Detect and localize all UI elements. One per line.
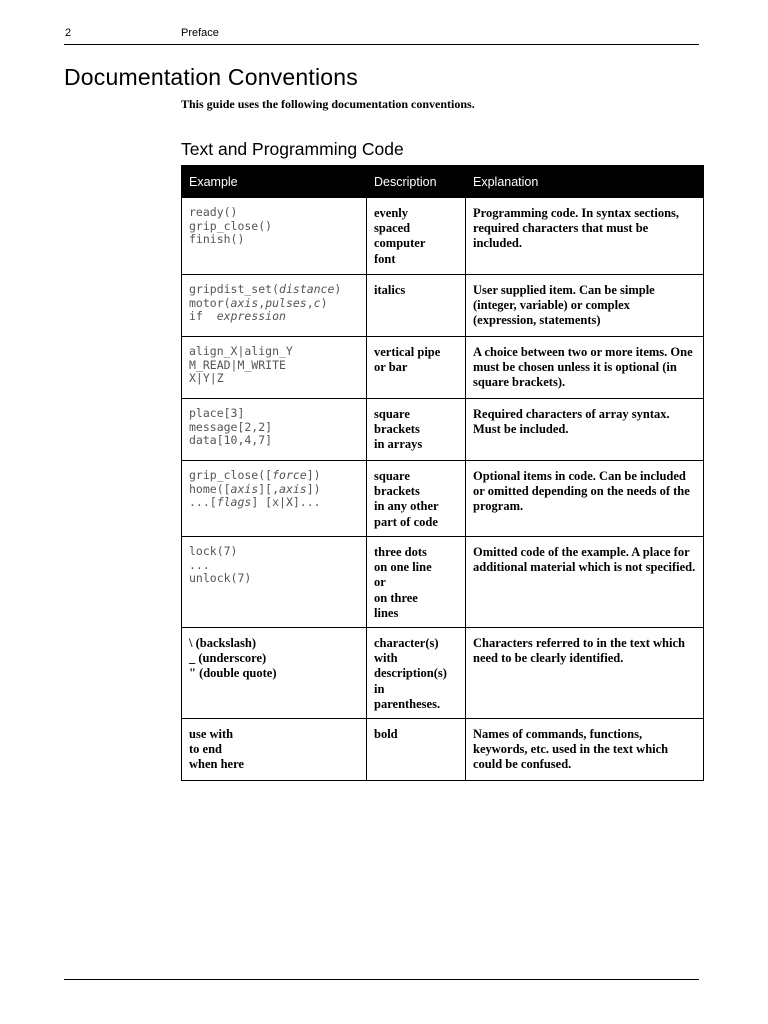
description-line: or: [374, 575, 386, 590]
example-cell: [182, 628, 367, 719]
description-line: square: [374, 469, 410, 483]
table-row: [182, 337, 704, 399]
section-subtitle: Text and Programming Code: [181, 139, 404, 159]
table-row: [182, 628, 704, 719]
intro-text: This guide uses the following documentation conventions.: [181, 97, 475, 111]
explanation-cell: Omitted code of the example. A place for additional material which is not specified.: [466, 537, 704, 628]
example-line: when here: [189, 757, 244, 772]
column-header-description: Description: [367, 166, 466, 198]
description-line: square: [374, 407, 410, 421]
example-line: " (double quote): [189, 666, 277, 681]
description-cell: [367, 537, 466, 628]
description-line: italics: [374, 283, 406, 297]
description-cell: [367, 461, 466, 537]
example-cell: [182, 275, 367, 337]
description-line: in any other: [374, 499, 439, 514]
description-line: computer: [374, 236, 426, 251]
explanation-cell: User supplied item. Can be simple (integer, variable) or complex (expression, statements): [466, 275, 704, 337]
explanation-cell: Characters referred to in the text which need to be clearly identified.: [466, 628, 704, 719]
footer-rule: [64, 979, 699, 980]
description-line: three dots: [374, 545, 427, 559]
example-line: ...: [189, 557, 210, 572]
description-line: on one line: [374, 560, 432, 575]
page-header: [64, 27, 699, 45]
table-header-row: [182, 166, 704, 198]
description-cell: [367, 275, 466, 337]
example-cell: [182, 537, 367, 628]
description-cell: [367, 719, 466, 781]
example-line: if expression: [189, 309, 286, 324]
description-line: font: [374, 251, 396, 266]
explanation-cell: Names of commands, functions, keywords, etc. used in the text which could be confused.: [466, 719, 704, 781]
example-line: grip_close([force]): [189, 468, 321, 482]
example-cell: [182, 337, 367, 399]
table-row: [182, 537, 704, 628]
example-line: unlock(7): [189, 571, 252, 586]
example-cell: [182, 399, 367, 461]
column-header-explanation: Explanation: [466, 166, 704, 198]
description-line: character(s): [374, 636, 439, 651]
example-line: place[3]: [189, 406, 245, 420]
example-line: X|Y|Z: [189, 371, 224, 386]
column-header-example: Example: [182, 166, 367, 198]
example-line: data[10,4,7]: [189, 433, 273, 448]
description-line: with: [374, 651, 398, 666]
description-line: vertical pipe: [374, 345, 441, 359]
description-line: spaced: [374, 221, 411, 236]
description-line: parentheses.: [374, 696, 441, 711]
example-line: \ (backslash): [189, 636, 257, 651]
conventions-table: [181, 165, 704, 781]
example-line: to end: [189, 742, 222, 757]
explanation-cell: Required characters of array syntax. Must be included.: [466, 399, 704, 461]
description-cell: [367, 628, 466, 719]
example-line: motor(axis,pulses,c): [189, 295, 328, 310]
description-line: brackets: [374, 422, 420, 437]
explanation-cell: Optional items in code. Can be included or omitted depending on the needs of the program.: [466, 461, 704, 537]
description-line: evenly: [374, 206, 409, 220]
description-line: or bar: [374, 360, 408, 375]
table-row: [182, 198, 704, 275]
example-line: ready(): [189, 205, 238, 219]
example-line: align_X|align_Y: [189, 344, 293, 358]
description-line: description(s): [374, 666, 447, 681]
explanation-cell: Programming code. In syntax sections, required characters that must be included.: [466, 198, 704, 275]
example-cell: [182, 719, 367, 781]
example-line: _ (underscore): [189, 651, 267, 666]
example-line: ...[flags] [x|X]...: [189, 495, 321, 510]
example-line: gripdist_set(distance): [189, 282, 342, 296]
example-line: lock(7): [189, 544, 238, 558]
description-line: in arrays: [374, 437, 423, 452]
table-row: [182, 275, 704, 337]
example-line: grip_close(): [189, 218, 273, 233]
example-cell: [182, 198, 367, 275]
example-cell: [182, 461, 367, 537]
description-line: part of code: [374, 514, 438, 529]
page-title: Documentation Conventions: [64, 64, 358, 90]
section-name: Preface: [181, 27, 219, 39]
table-row: [182, 719, 704, 781]
example-line: M_READ|M_WRITE: [189, 357, 286, 372]
description-cell: [367, 399, 466, 461]
page-number: 2: [65, 27, 72, 39]
table-row: [182, 399, 704, 461]
description-line: in: [374, 681, 385, 696]
description-cell: [367, 337, 466, 399]
description-cell: [367, 198, 466, 275]
description-line: brackets: [374, 484, 420, 499]
example-line: use with: [189, 727, 234, 742]
description-line: bold: [374, 727, 398, 742]
example-line: message[2,2]: [189, 419, 273, 434]
example-line: home([axis][,axis]): [189, 481, 321, 496]
description-line: lines: [374, 605, 399, 620]
explanation-cell: A choice between two or more items. One must be chosen unless it is optional (in square brackets).: [466, 337, 704, 399]
description-line: on three: [374, 590, 418, 605]
example-line: finish(): [189, 232, 245, 247]
table-row: [182, 461, 704, 537]
